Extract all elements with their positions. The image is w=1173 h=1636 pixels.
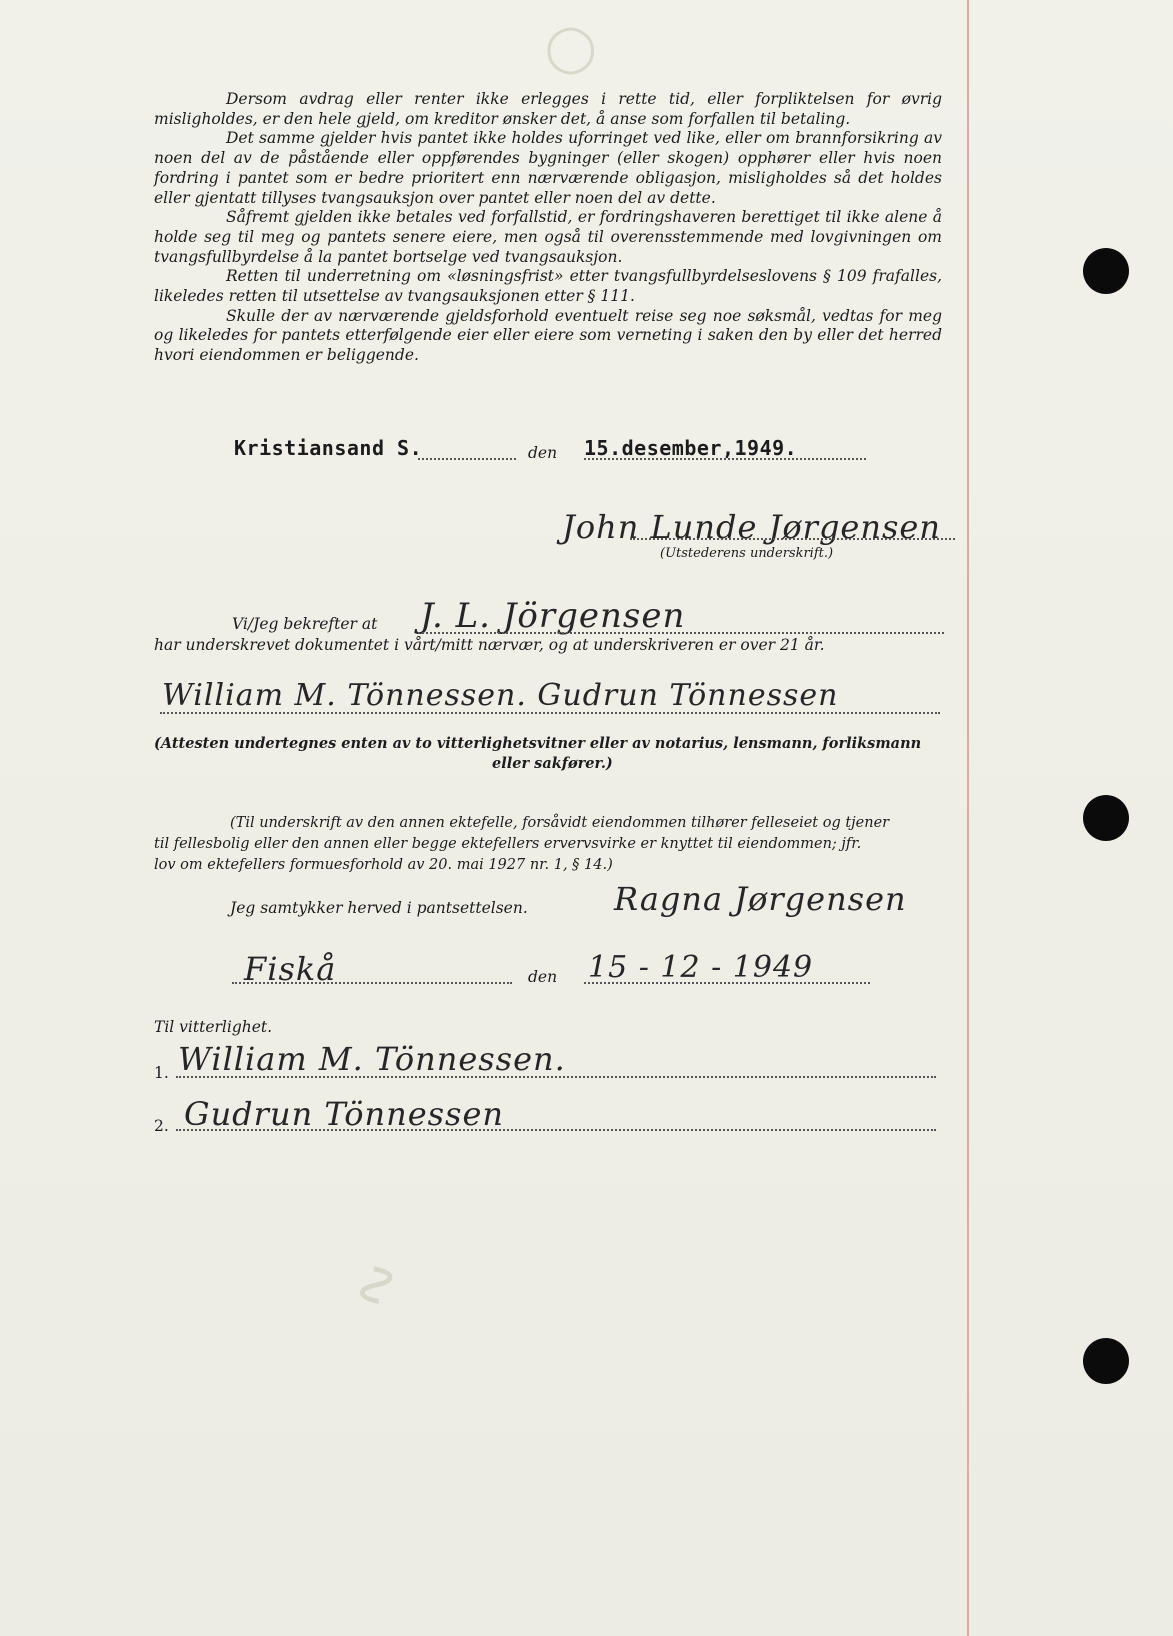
attest-note-line1: (Attesten undertegnes enten av to vitterlighetsvitner eller av notarius, lensmann, forliksmann [154, 735, 922, 752]
witness-heading: Til vitterlighet. [154, 1018, 273, 1036]
witness-number-1: 1. [154, 1064, 169, 1082]
confirm-text: har underskrevet dokumentet i vårt/mitt nærvær, og at underskriveren er over 21 år. [154, 636, 825, 654]
dotted-line [176, 1076, 936, 1078]
spouse-note-line1: (Til underskrift av den annen ektefelle, forsåvidt eiendommen tilhører felleseiet og tjener [230, 815, 890, 831]
bleed-through-mark: ∿ [340, 1259, 411, 1311]
margin-rule [967, 0, 969, 1636]
dotted-line [176, 1129, 936, 1131]
dotted-line [584, 982, 870, 984]
issuer-signature: John Lunde Jørgensen [562, 508, 941, 546]
spouse-signature: Ragna Jørgensen [614, 880, 907, 918]
bleed-through-mark: ◯ [545, 20, 597, 74]
witness-number-2: 2. [154, 1117, 169, 1135]
punch-hole [1083, 248, 1129, 294]
date-typed: 15.desember,1949. [584, 436, 798, 460]
dotted-line [418, 632, 944, 634]
witness-signatures: William M. Tönnessen. Gudrun Tönnessen [162, 678, 839, 713]
signature-line [630, 538, 955, 540]
consent-text: Jeg samtykker herved i pantsettelsen. [230, 899, 528, 917]
place-handwritten: Fiskå [244, 950, 337, 988]
punch-hole [1083, 795, 1129, 841]
den-label-2: den [528, 968, 558, 986]
witness-2-signature: Gudrun Tönnessen [184, 1095, 505, 1133]
dotted-line [418, 458, 516, 460]
confirmed-name-handwritten: J. L. Jörgensen [420, 596, 686, 636]
spouse-note-line3: lov om ektefellers formuesforhold av 20. mai 1927 nr. 1, § 14.) [154, 857, 613, 873]
date-handwritten: 15 - 12 - 1949 [588, 950, 814, 985]
witness-1-signature: William M. Tönnessen. [178, 1040, 566, 1078]
dotted-line [232, 982, 512, 984]
dotted-line [160, 712, 940, 714]
place-typed: Kristiansand S. [234, 436, 423, 460]
spouse-note-line2: til fellesbolig eller den annen eller begge ektefellers ervervsvirke er knyttet til eiendommen; jfr. [154, 836, 862, 852]
issuer-signature-caption: (Utstederens underskrift.) [660, 546, 834, 561]
dotted-line [584, 458, 866, 460]
attest-note-line2: eller sakfører.) [492, 755, 613, 772]
punch-hole [1083, 1338, 1129, 1384]
terms-text: Dersom avdrag eller renter ikke erlegges i rette tid, eller forpliktelsen for øvrig misligholdes, er den hele gjeld, om kreditor ønsker det, å anse som forfallen til betaling. Det samme gjelder hvis pantet ikke holdes uforringet ved like, eller om brannforsikring av noen del av de påstående eller oppførendes bygninger (eller skogen) opphører eller hvis noen fordring i pantet som er bedre prioritert enn nærværende obligasjon, misligholdes så det holdes eller gjentatt tillyses tvangsauksjon over pantet eller noen del av dette. Såfremt gjelden ikke betales ved forfallstid, er fordringshaveren berettiget til ikke alene å holde seg til meg og pantets senere eiere, men også til overensstemmende med lovgivningen om tvangsfullbyrdelse å la pantet bortselge ved tvangsauksjon. Retten til underretning om «løsningsfrist» etter tvangsfullbyrdelseslovens § 109 frafalles, likeledes retten til utsettelse av tvangsauksjonen etter § 111. Skulle der av nærværende gjeldsforhold eventuelt reise seg noe søksmål, vedtas for meg og likeledes for pantets etterfølgende eier eller eiere som verneting i saken den by eller det herred hvori eiendommen er beliggende. [154, 90, 942, 365]
confirm-label: Vi/Jeg bekrefter at [232, 615, 378, 633]
den-label: den [528, 444, 558, 462]
